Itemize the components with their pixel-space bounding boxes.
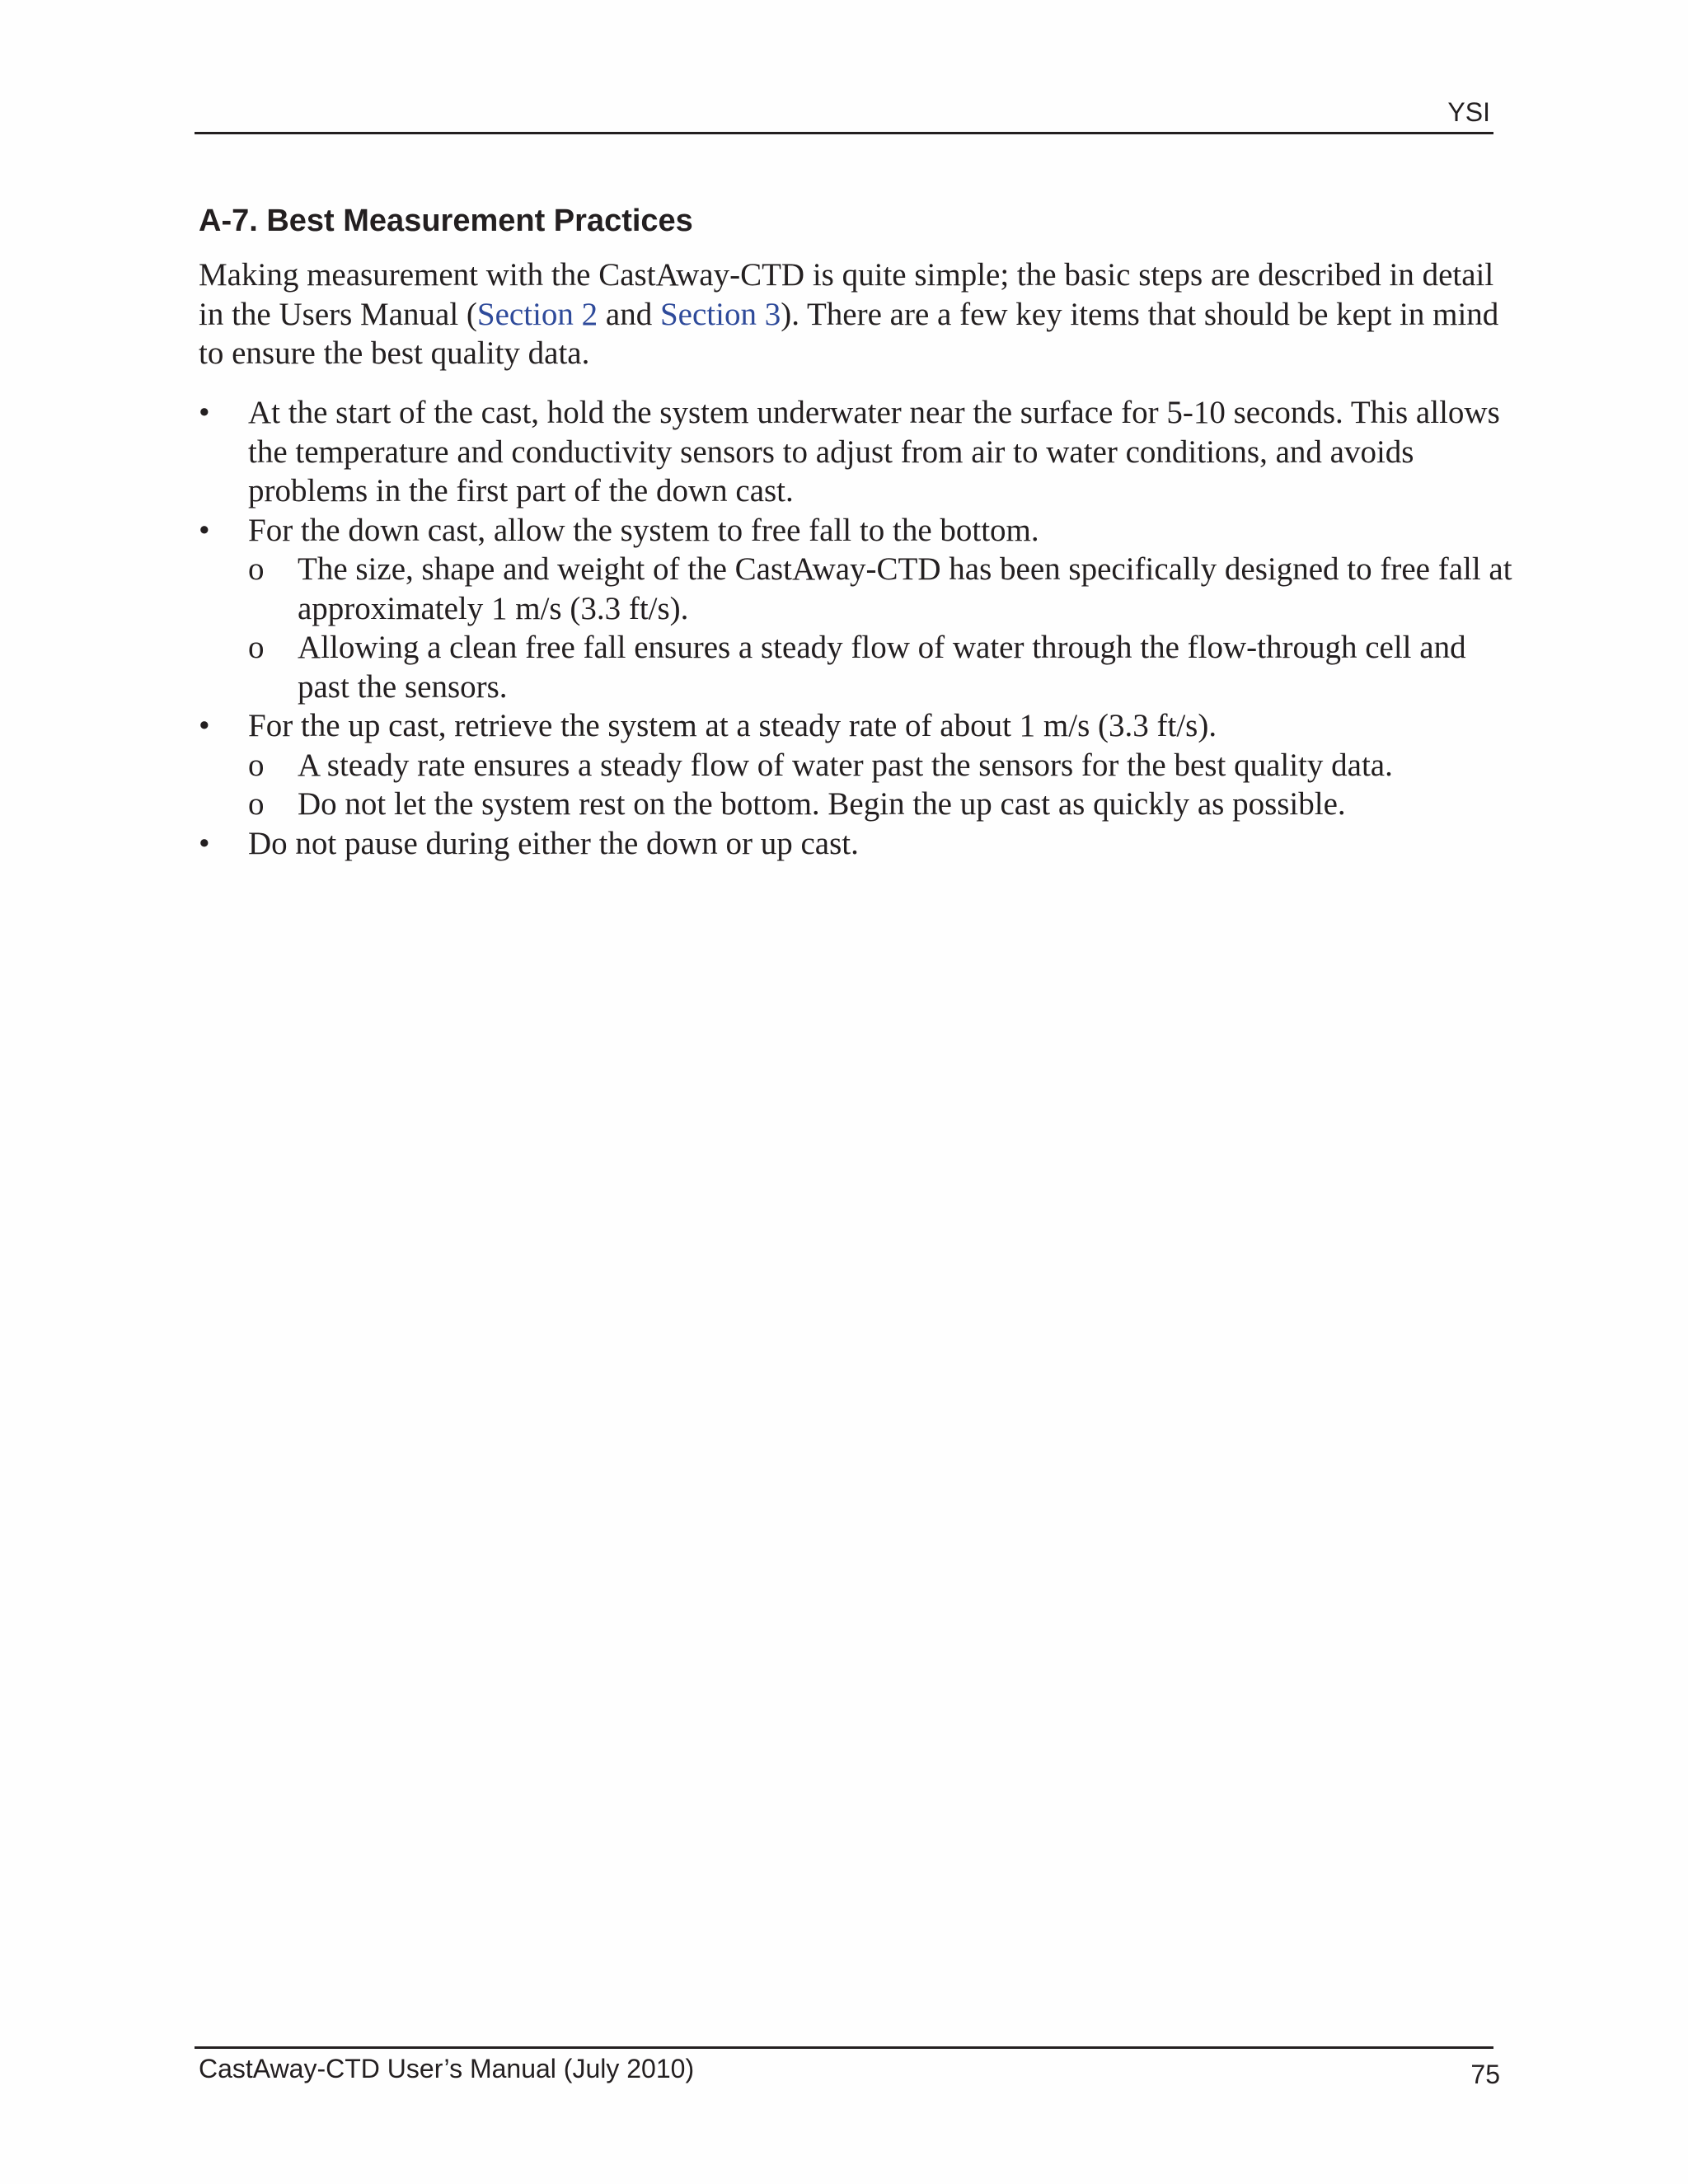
sub-list-item-text: The size, shape and weight of the CastAway-CTD has been specifically designed to free fall at approximately 1 m/s (3.3 ft/s). [298, 551, 1512, 626]
header-rule [195, 132, 1493, 134]
sub-list [248, 550, 1517, 706]
section-2-link[interactable]: Section 2 [476, 296, 598, 332]
footer-title: CastAway-CTD User’s Manual (July 2010) [199, 2054, 695, 2083]
section-heading: A-7. Best Measurement Practices [199, 204, 693, 238]
circle-bullet-icon: o [248, 551, 265, 587]
intro-text-after: ). There are a few key items that should be kept in mind to ensure the best quality data. [199, 296, 1499, 371]
list-item-text: For the down cast, allow the system to free fall to the bottom. [248, 512, 1039, 548]
circle-bullet-icon: o [248, 786, 265, 822]
sub-list-item [248, 785, 1517, 824]
bullet-icon: • [199, 512, 210, 548]
sub-list-item-text: Allowing a clean free fall ensures a steady flow of water through the flow-through cell and past the sensors. [298, 630, 1466, 705]
section-3-link[interactable]: Section 3 [659, 296, 781, 332]
sub-list-item [248, 628, 1517, 706]
list-item-text: For the up cast, retrieve the system at a steady rate of about 1 m/s (3.3 ft/s). [248, 708, 1217, 743]
circle-bullet-icon: o [248, 630, 265, 665]
sub-list [248, 746, 1517, 824]
footer-rule [195, 2046, 1493, 2049]
bullet-icon: • [199, 395, 210, 430]
sub-list-item-text: A steady rate ensures a steady flow of water past the sensors for the best quality data. [298, 747, 1393, 783]
practices-list [199, 393, 1517, 863]
list-item [199, 706, 1517, 824]
list-item-text: At the start of the cast, hold the system underwater near the surface for 5-10 seconds. This allows the temperature and conductivity sensors to adjust from air to water conditions, and avoids problems in the first part of the down cast. [248, 395, 1500, 509]
bullet-icon: • [199, 825, 210, 861]
sub-list-item [248, 550, 1517, 628]
sub-list-item-text: Do not let the system rest on the bottom. Begin the up cast as quickly as possible. [298, 786, 1346, 822]
intro-text-between: and [598, 296, 660, 332]
header-brand: YSI [1447, 97, 1490, 127]
list-item-text: Do not pause during either the down or up cast. [248, 825, 859, 861]
intro-text-before: Making measurement with the CastAway-CTD is quite simple; the basic steps are described in detail in the Users Manual ( [199, 257, 1494, 332]
circle-bullet-icon: o [248, 747, 265, 783]
bullet-icon: • [199, 708, 210, 743]
page-number: 75 [1470, 2060, 1500, 2089]
sub-list-item [248, 746, 1517, 785]
intro-paragraph [199, 255, 1501, 373]
list-item [199, 393, 1517, 511]
list-item [199, 824, 1517, 864]
list-item [199, 511, 1517, 707]
